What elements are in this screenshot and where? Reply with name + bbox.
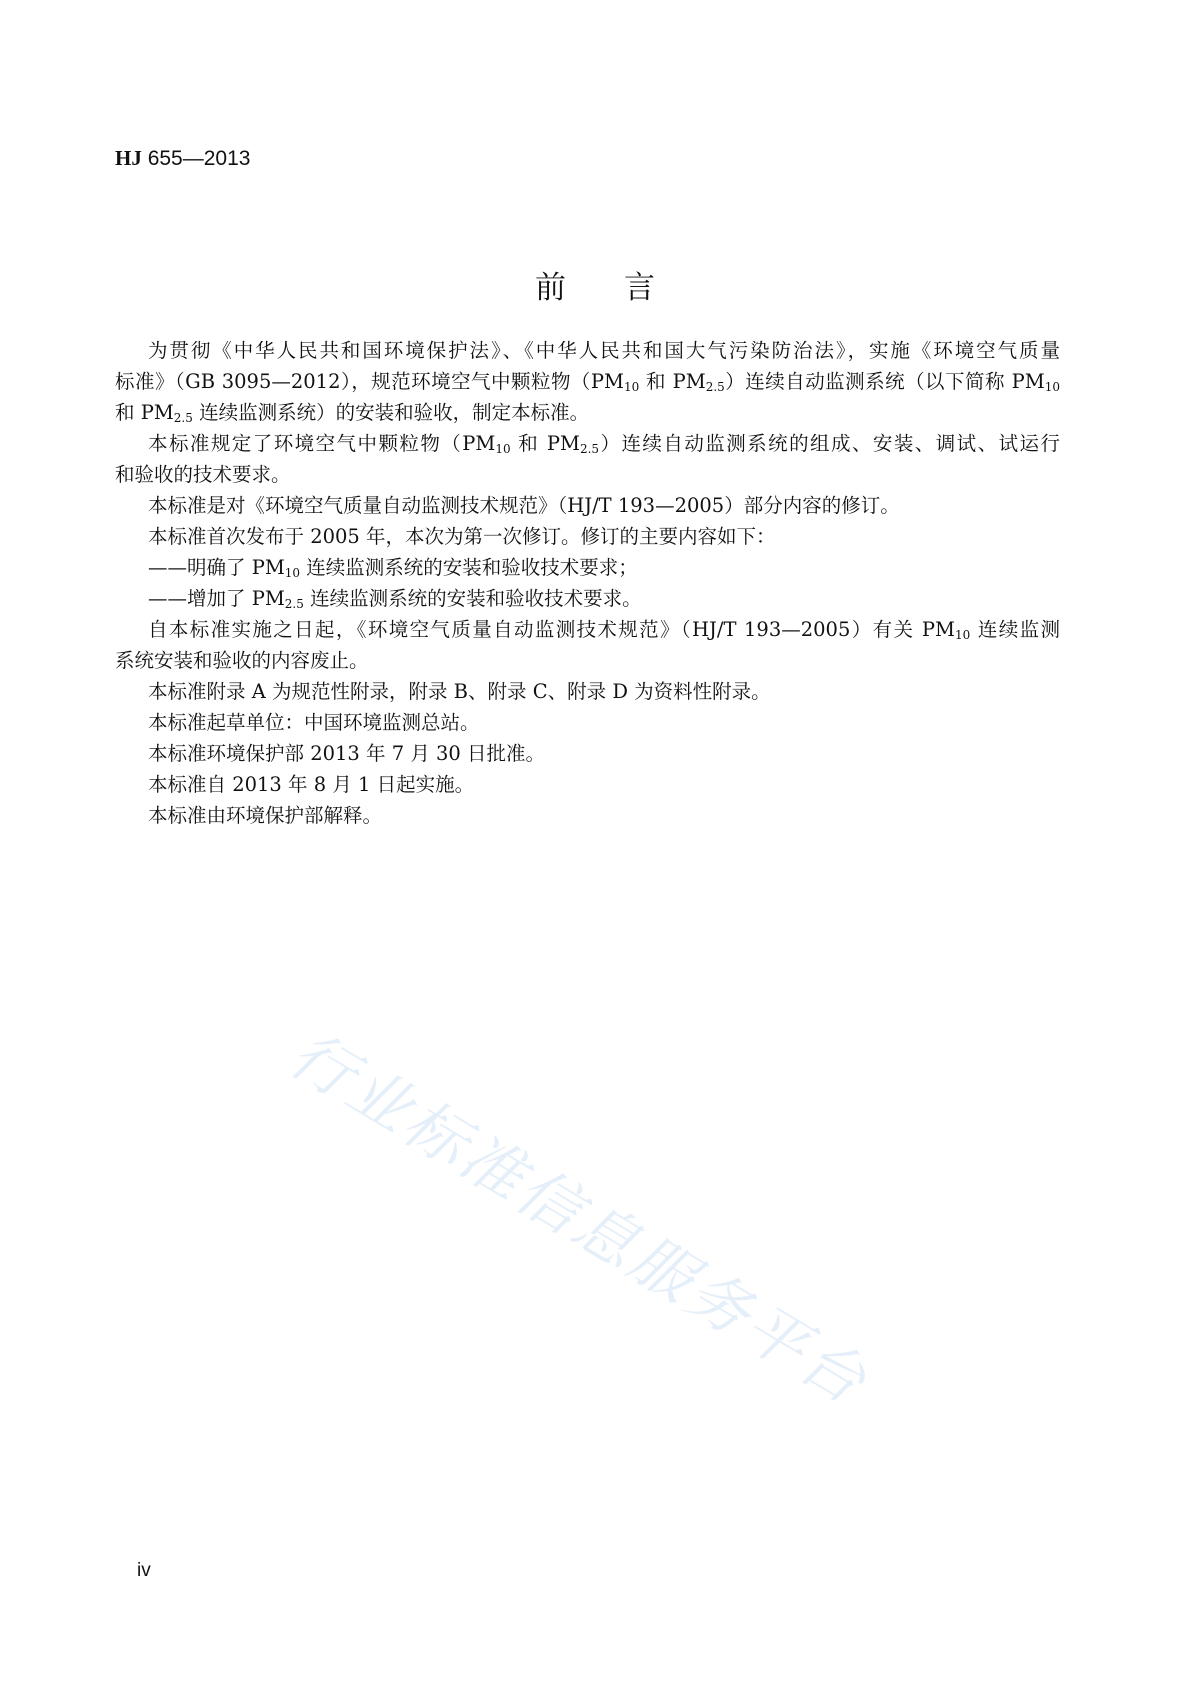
text: 和 PM	[115, 401, 174, 424]
para2-line1	[148, 428, 1060, 456]
code-number: 655—2013	[147, 147, 251, 170]
para3: 本标准是对《环境空气质量自动监测技术规范》（HJ/T 193—2005）部分内容的修订。	[148, 494, 900, 517]
para7-line2: 系统安装和验收的内容废止。	[115, 649, 369, 672]
text: 连续监测	[977, 618, 1060, 641]
para11: 本标准自 2013 年 8 月 1 日起实施。	[148, 773, 475, 796]
para6	[148, 583, 642, 611]
subscript: 10	[1044, 380, 1060, 394]
para2-line2: 和验收的技术要求。	[115, 463, 291, 486]
text: 和 PM	[645, 370, 706, 393]
para8: 本标准附录 A 为规范性附录，附录 B、附录 C、附录 D 为资料性附录。	[148, 680, 771, 703]
page-title: 前言	[535, 270, 713, 306]
subscript: 2.5	[284, 597, 304, 611]
text: ——增加了 PM	[148, 587, 285, 610]
subscript: 10	[624, 380, 640, 394]
subscript: 2.5	[173, 411, 193, 425]
document-code	[115, 146, 250, 171]
subscript: 2.5	[579, 442, 600, 456]
text: 本标准规定了环境空气中颗粒物（PM	[148, 432, 496, 455]
watermark: 行业标准信息服务平台	[277, 1017, 882, 1420]
para1-line1: 为贯彻《中华人民共和国环境保护法》、《中华人民共和国大气污染防治法》，实施《环境空气质量	[148, 339, 1060, 362]
para12: 本标准由环境保护部解释。	[148, 804, 383, 827]
text: 自本标准实施之日起，《环境空气质量自动监测技术规范》（HJ/T 193—2005）有关 PM	[148, 618, 956, 641]
text: 连续监测系统）的安装和验收，制定本标准。	[199, 401, 590, 424]
text: 和 PM	[518, 432, 580, 455]
text: 连续监测系统的安装和验收技术要求。	[310, 587, 642, 610]
para7-line1	[148, 614, 1060, 642]
text: ——明确了 PM	[148, 556, 285, 579]
subscript: 10	[955, 628, 971, 642]
para1-line3	[115, 397, 589, 425]
code-prefix: HJ	[115, 146, 142, 170]
para10: 本标准环境保护部 2013 年 7 月 30 日批准。	[148, 742, 546, 765]
page-number: iv	[137, 1560, 151, 1581]
subscript: 10	[495, 442, 511, 456]
subscript: 2.5	[705, 380, 725, 394]
text: ）连续自动监测系统的组成、安装、调试、试运行	[599, 432, 1060, 455]
text: 连续监测系统的安装和验收技术要求；	[306, 556, 638, 579]
para9: 本标准起草单位：中国环境监测总站。	[148, 711, 480, 734]
text: 标准》（GB 3095—2012），规范环境空气中颗粒物（PM	[115, 370, 624, 393]
para4: 本标准首次发布于 2005 年，本次为第一次修订。修订的主要内容如下：	[148, 525, 776, 548]
subscript: 10	[284, 566, 301, 580]
para5	[148, 552, 638, 580]
para1-line2	[115, 366, 1060, 394]
text: ）连续自动监测系统（以下简称 PM	[724, 370, 1045, 393]
